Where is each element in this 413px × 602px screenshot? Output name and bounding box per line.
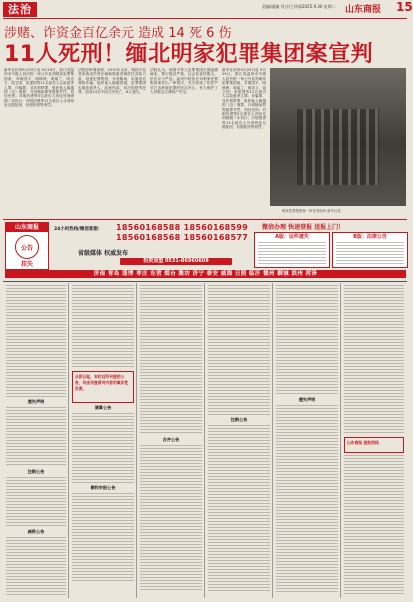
column-a-box — [254, 232, 330, 268]
wechat-title: 微信办理 快速登报 送报上门！ — [262, 224, 345, 231]
notice-header: 遗失声明 — [298, 397, 316, 402]
article-photo — [270, 68, 406, 206]
city-list-bar: 济南 青岛 淄博 枣庄 东营 烟台 潍坊 济宁 泰安 威海 日照 临沂 德州 聊城 滨州 菏泽 — [5, 270, 406, 278]
classified-text-block — [72, 413, 134, 483]
classified-column-2 — [70, 283, 137, 598]
classified-text-block — [6, 285, 66, 397]
hotline-label: 24小时热线/微信客服： — [54, 227, 103, 232]
column-b-text — [336, 242, 404, 264]
newspaper-brand: 山东商报 — [345, 5, 382, 15]
small-ad-box[interactable] — [344, 437, 404, 453]
agency-label: 省级媒体 权威发布 — [78, 250, 129, 257]
notice-seal-icon: 公告 — [15, 235, 39, 259]
logo-title: 山东商报 — [6, 223, 48, 232]
classified-text-block — [72, 493, 134, 583]
classified-text-block — [276, 405, 338, 593]
classified-text-block — [208, 425, 270, 593]
investment-hotline[interactable]: 投资加盟 0531-86960609 — [120, 258, 232, 265]
classified-text-block — [140, 445, 202, 590]
classified-text-block — [208, 285, 270, 415]
article-body-2: 法院认为，明国平等人犯罪集团长期盘踞缅北，罪行极其严重，社会危害性极大，依法应当严惩。温州中院依法对明家犯罪集团案作出一审判决，充分体现了依法严厉打击跨境犯罪的坚定决心，有力维护了人民群众生命财产安全。 — [150, 68, 218, 95]
logo-subtitle: 挂失 — [20, 261, 33, 268]
section-tag: 法治 — [3, 2, 37, 17]
column-b-box — [332, 232, 408, 268]
classified-text-block — [140, 285, 202, 435]
notice-logo — [5, 222, 49, 270]
photo-caption: 明家犯罪集团案一审宣判现场 新华社发 — [282, 209, 341, 213]
header-rule — [3, 18, 407, 19]
article-subheadline[interactable]: 涉赌、诈资金百亿余元 造成 14 死 6 伤 — [4, 26, 232, 41]
classified-column-3 — [138, 283, 205, 598]
notice-header: 清算公告 — [94, 405, 112, 410]
classified-text-block — [276, 285, 338, 395]
phone-line-1[interactable]: 18560168588 18560168599 — [116, 223, 249, 232]
notice-header: 注销公告 — [230, 417, 248, 422]
notice-header: 合并公告 — [162, 437, 180, 442]
notice-header: 遗失声明 — [27, 399, 45, 404]
classified-text-block — [344, 455, 404, 595]
publisher-notice-box — [72, 371, 134, 403]
article-body-1: 法院经审理查明，2015年以来，明国平及其家族成员等在缅甸果敢老街依托武装力量，组建犯罪集团，开设赌场，实施电信网络诈骗，组织他人偷越国境，犯罪集团实施故意杀人、故意伤害、非法拘禁等犯罪，造成14名中国公民死亡、6人受伤。 — [78, 68, 146, 95]
column-a-title: A版：证件遗失 — [275, 234, 309, 240]
column-a-text — [258, 242, 326, 264]
publisher-note: 从即日起，本栏目所刊登的公告，均由刊登者对内容的真实性负责。 — [75, 374, 129, 391]
classified-text-block — [344, 285, 404, 435]
classified-text-block — [72, 285, 134, 369]
classified-text-block — [6, 407, 66, 467]
classified-text-block — [6, 477, 66, 527]
editors-line: 责编/副编 设计/王审阅 — [262, 4, 302, 9]
issue-date: 2025.9.30 星期二 — [302, 4, 336, 9]
classified-column-1 — [4, 283, 69, 598]
article-headline[interactable]: 11人死刑！缅北明家犯罪集团案宣判 — [4, 42, 374, 67]
article-body-3: 新华社杭州9月29日电 9月29日，浙江省温州市中级人民法院一审公开宣判明家犯罪集团案，对明国平、明珍珍、明菊兰、明忠义、周卫国、宋建国等11名被告人以故意杀人罪、诈骗罪、非法拘禁罪、组织他人偷越国（边）境罪、开设赌场罪等数罪并罚，判处死刑；对明有勇等5名被告人判处死刑缓期二年执行；对明国勇等11名被告人分别判处无期徒刑、有期徒刑等刑罚。 — [222, 68, 266, 130]
ad-band-top-rule — [3, 219, 407, 220]
classified-column-6 — [342, 283, 406, 598]
small-ad-title: 山东商报 登报热线 — [347, 440, 379, 445]
article-lead: 新华社杭州9月29日电 9月29日，浙江省温州市中级人民法院一审公开宣判明家犯罪集团案，对明国平、明珍珍、明菊兰、明忠义、周卫国、宋建国等11名被告人以故意杀人罪、诈骗罪、非法拘禁罪、组织他人偷越国（边）境罪、开设赌场罪等数罪并罚，判处死刑；对明有勇等5名被告人判处死刑缓期二年执行；对明国勇等11名被告人分别判处无期徒刑、有期徒刑等刑罚。 — [4, 68, 74, 108]
classified-column-4 — [206, 283, 273, 598]
phone-line-2[interactable]: 18560168568 18560168577 — [116, 233, 249, 242]
notice-header: 注销公告 — [27, 469, 45, 474]
column-b-title: B版：法律公告 — [353, 234, 387, 240]
classified-text-block — [6, 537, 66, 597]
page-number: 15 — [396, 0, 413, 14]
notice-header: 债权申报公告 — [90, 485, 116, 490]
notice-header: 减资公告 — [27, 529, 45, 534]
classified-column-5 — [274, 283, 341, 598]
